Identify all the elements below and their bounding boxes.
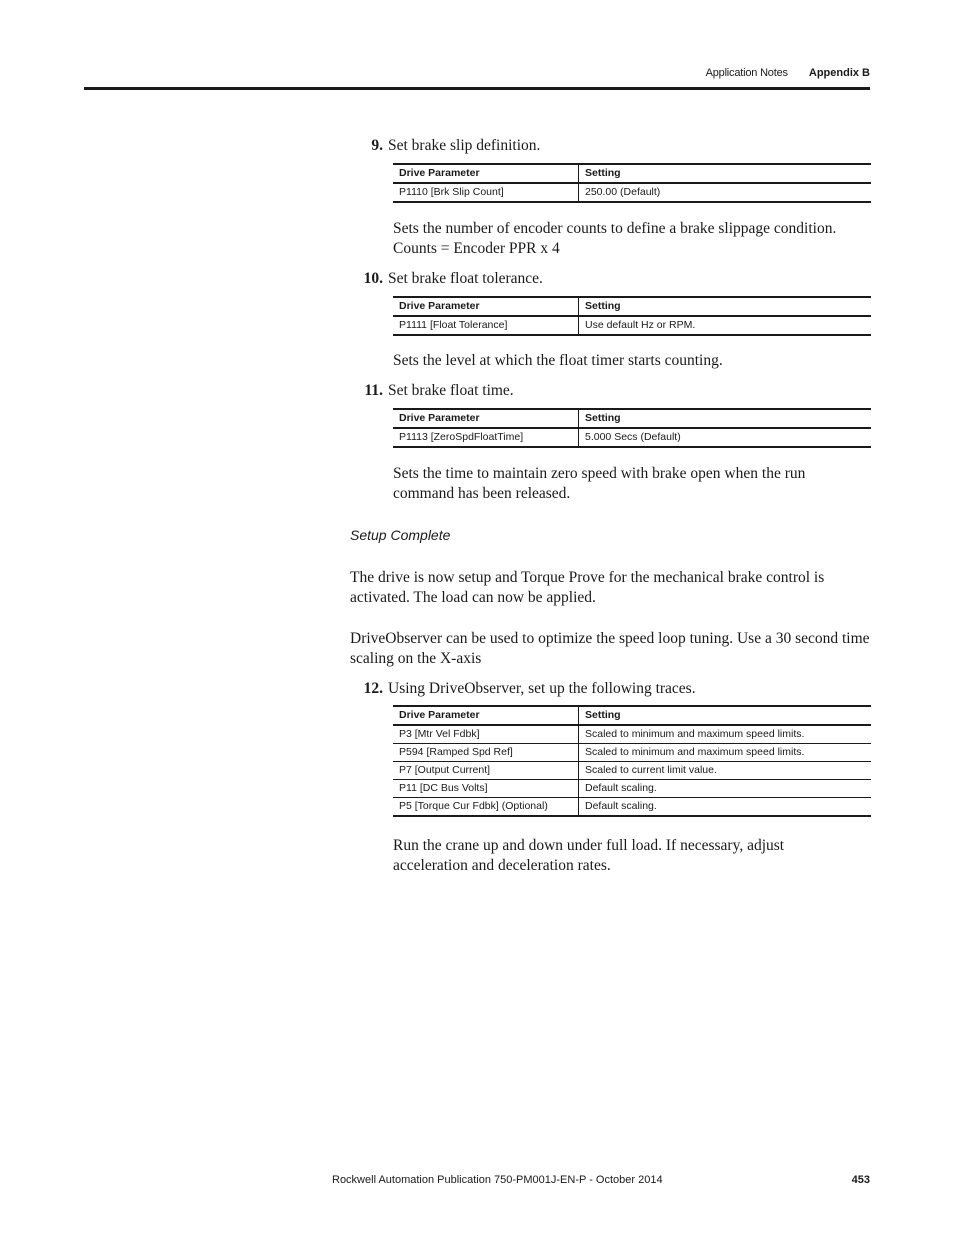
- step-9: [340, 136, 540, 156]
- setup-complete-paragraph-1: The drive is now setup and Torque Prove for the mechanical brake control is activated. The load can now be applied.: [350, 569, 825, 606]
- column-header-parameter: Drive Parameter: [393, 706, 579, 725]
- table-row: [393, 725, 871, 744]
- table-row: [393, 744, 871, 762]
- header-appendix: Appendix B: [808, 67, 870, 79]
- column-header-parameter: Drive Parameter: [393, 164, 579, 183]
- step-11-table: [393, 408, 871, 448]
- step-10-table: [393, 296, 871, 336]
- parameter-cell: P3 [Mtr Vel Fdbk]: [393, 725, 579, 744]
- column-header-parameter: Drive Parameter: [393, 297, 579, 316]
- page-header: [84, 64, 870, 90]
- step-11-description: Sets the time to maintain zero speed with brake open when the run command has been released.: [393, 465, 806, 502]
- parameter-cell: P1110 [Brk Slip Count]: [393, 183, 579, 202]
- table-row: [393, 183, 871, 202]
- table-row: [393, 762, 871, 780]
- header-section: Application Notes: [705, 67, 788, 79]
- parameter-cell: P1113 [ZeroSpdFloatTime]: [393, 428, 579, 447]
- parameter-cell: P1111 [Float Tolerance]: [393, 316, 579, 335]
- step-number: 11.: [364, 382, 383, 399]
- step-12: [340, 679, 696, 699]
- step-12-description: Run the crane up and down under full load. If necessary, adjust acceleration and deceleration rates.: [393, 837, 785, 874]
- step-10-description: Sets the level at which the float timer starts counting.: [393, 352, 723, 369]
- step-text: Using DriveObserver, set up the following traces.: [388, 680, 696, 697]
- page-footer: [84, 1174, 870, 1192]
- description-line: Counts = Encoder PPR x 4: [393, 240, 560, 257]
- setting-cell: 250.00 (Default): [585, 186, 661, 198]
- step-9-description: [393, 219, 871, 259]
- step-text: Set brake float time.: [388, 382, 514, 399]
- column-header-setting: Setting: [585, 300, 621, 312]
- column-header-setting: Setting: [585, 167, 621, 179]
- step-number: 9.: [371, 137, 383, 154]
- step-11: [340, 381, 514, 401]
- step-text: Set brake slip definition.: [388, 137, 541, 154]
- table-header-row: [393, 164, 871, 183]
- step-number: 12.: [363, 680, 383, 697]
- setup-complete-paragraph-2: DriveObserver can be used to optimize the speed loop tuning. Use a 30 second time scaling on the X-axis: [350, 630, 870, 667]
- step-9-table: [393, 163, 871, 203]
- step-number: 10.: [363, 270, 383, 287]
- setting-cell: Default scaling.: [585, 800, 657, 812]
- step-10: [340, 269, 543, 289]
- setting-cell: 5.000 Secs (Default): [585, 431, 681, 443]
- footer-publication: Rockwell Automation Publication 750-PM001J-EN-P - October 2014: [332, 1174, 663, 1186]
- setting-cell: Default scaling.: [585, 782, 657, 794]
- header-right: [706, 67, 870, 79]
- table-header-row: [393, 706, 871, 725]
- setting-cell: Use default Hz or RPM.: [585, 319, 696, 331]
- setting-cell: Scaled to minimum and maximum speed limits.: [585, 746, 805, 758]
- setting-cell: Scaled to minimum and maximum speed limits.: [585, 728, 805, 740]
- description-line: Sets the number of encoder counts to define a brake slippage condition.: [393, 220, 837, 237]
- step-text: Set brake float tolerance.: [388, 270, 543, 287]
- column-header-setting: Setting: [585, 412, 621, 424]
- table-row: [393, 780, 871, 798]
- section-heading: Setup Complete: [350, 527, 451, 543]
- parameter-cell: P594 [Ramped Spd Ref]: [393, 744, 579, 762]
- setting-cell: Scaled to current limit value.: [585, 764, 717, 776]
- parameter-cell: P5 [Torque Cur Fdbk] (Optional): [393, 798, 579, 817]
- column-header-parameter: Drive Parameter: [393, 409, 579, 428]
- parameter-cell: P11 [DC Bus Volts]: [393, 780, 579, 798]
- table-row: [393, 316, 871, 335]
- parameter-cell: P7 [Output Current]: [393, 762, 579, 780]
- table-row: [393, 428, 871, 447]
- column-header-setting: Setting: [585, 709, 621, 721]
- table-header-row: [393, 297, 871, 316]
- step-12-table: [393, 705, 871, 817]
- page-number: 453: [851, 1174, 870, 1186]
- table-row: [393, 798, 871, 817]
- table-header-row: [393, 409, 871, 428]
